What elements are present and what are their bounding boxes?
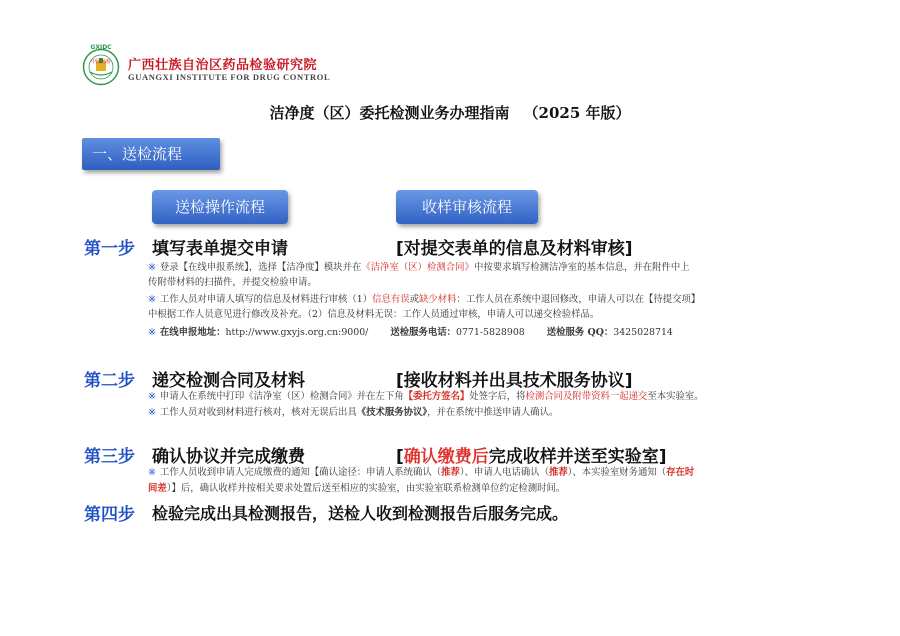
step4-title: 检验完成出具检测报告，送检人收到检测报告后服务完成。 — [152, 504, 569, 523]
step2-note-1: ※ 申请人在系统中打印《洁净室（区）检测合同》并在左下角【委托方签名】处签字后，将检测合同及附带资料一起递交至本实验室。 — [148, 391, 704, 402]
note-mark-icon: ※ — [148, 467, 156, 478]
step3-title: 确认协议并完成缴费 — [152, 447, 305, 467]
service-qq: 3425028714 — [613, 327, 673, 338]
step2-title: 递交检测合同及材料 — [152, 371, 305, 391]
document-title — [0, 102, 900, 123]
title-text: 洁净度（区）委托检测业务办理指南 — [269, 104, 510, 122]
column-header-review-flow: 收样审核流程 — [396, 190, 538, 224]
org-name-cn: 广西壮族自治区药品检验研究院 — [128, 58, 318, 73]
step1-review: [对提交表单的信息及材料审核] — [396, 239, 633, 259]
note-mark-icon: ※ — [148, 407, 156, 418]
step2-label: 第二步 — [84, 371, 135, 391]
org-name-en: GUANGXI INSTITUTE FOR DRUG CONTROL — [128, 72, 331, 82]
note-mark-icon: ※ — [148, 262, 156, 273]
logo-text: GXIDC — [90, 44, 112, 51]
step3-label: 第三步 — [84, 447, 135, 467]
section-banner: 一、送检流程 — [82, 138, 220, 170]
step4-label: 第四步 — [84, 505, 135, 525]
note-mark-icon: ※ — [148, 391, 156, 402]
title-edition: （2025 年版） — [523, 104, 631, 122]
step1-note-3: ※ 在线申报地址：http://www.gxyjs.org.cn:9000/ 送检服务电话：0771-5828908 送检服务 QQ：3425028714 — [148, 327, 673, 338]
step1-title: 填写表单提交申请 — [152, 239, 288, 259]
step3-review: [确认缴费后完成收样并送至实验室] — [396, 447, 667, 467]
step3-note-1-cont: 间差）】后，确认收样并按相关要求处置后送至相应的实验室，由实验室联系检测单位约定检测时间。 — [148, 483, 566, 494]
note-mark-icon: ※ — [148, 327, 156, 338]
institute-logo — [82, 48, 120, 86]
column-header-submit-flow: 送检操作流程 — [152, 190, 288, 224]
step3-note-1: ※ 工作人员收到申请人完成缴费的通知【确认途径：申请人系统确认（推荐）、申请人电话确认（推荐）、本实验室财务通知（存在时 — [148, 467, 695, 478]
step1-note-2: ※ 工作人员对申请人填写的信息及材料进行审核（1）信息有误或缺少材料：工作人员在系统中退回修改，申请人可以在【待提交项】 — [148, 294, 701, 305]
step1-note-2-cont: 中根据工作人员意见进行修改及补充。（2）信息及材料无误：工作人员通过审核，申请人可以递交检验样品。 — [148, 309, 600, 320]
step2-review: [接收材料并出具技术服务协议] — [396, 371, 633, 391]
step2-note-2: ※ 工作人员对收到材料进行核对，核对无误后出具《技术服务协议》，并在系统中推送申请人确认。 — [148, 407, 559, 418]
logo-subtext: 中国药检 — [90, 59, 111, 65]
note-mark-icon: ※ — [148, 294, 156, 305]
service-phone: 0771-5828908 — [455, 327, 525, 338]
step1-note-1: ※ 登录【在线申报系统】，选择【洁净度】模块并在《洁净室（区）检测合同》中按要求填写检测洁净室的基本信息，并在附件中上 — [148, 262, 690, 273]
step1-note-1-cont: 传附带材料的扫描件，并提交检验申请。 — [148, 277, 317, 288]
online-url-link[interactable]: http://www.gxyjs.org.cn:9000/ — [225, 327, 369, 338]
step1-label: 第一步 — [84, 239, 135, 259]
step3-review-highlight: 确认缴费后 — [403, 447, 489, 467]
